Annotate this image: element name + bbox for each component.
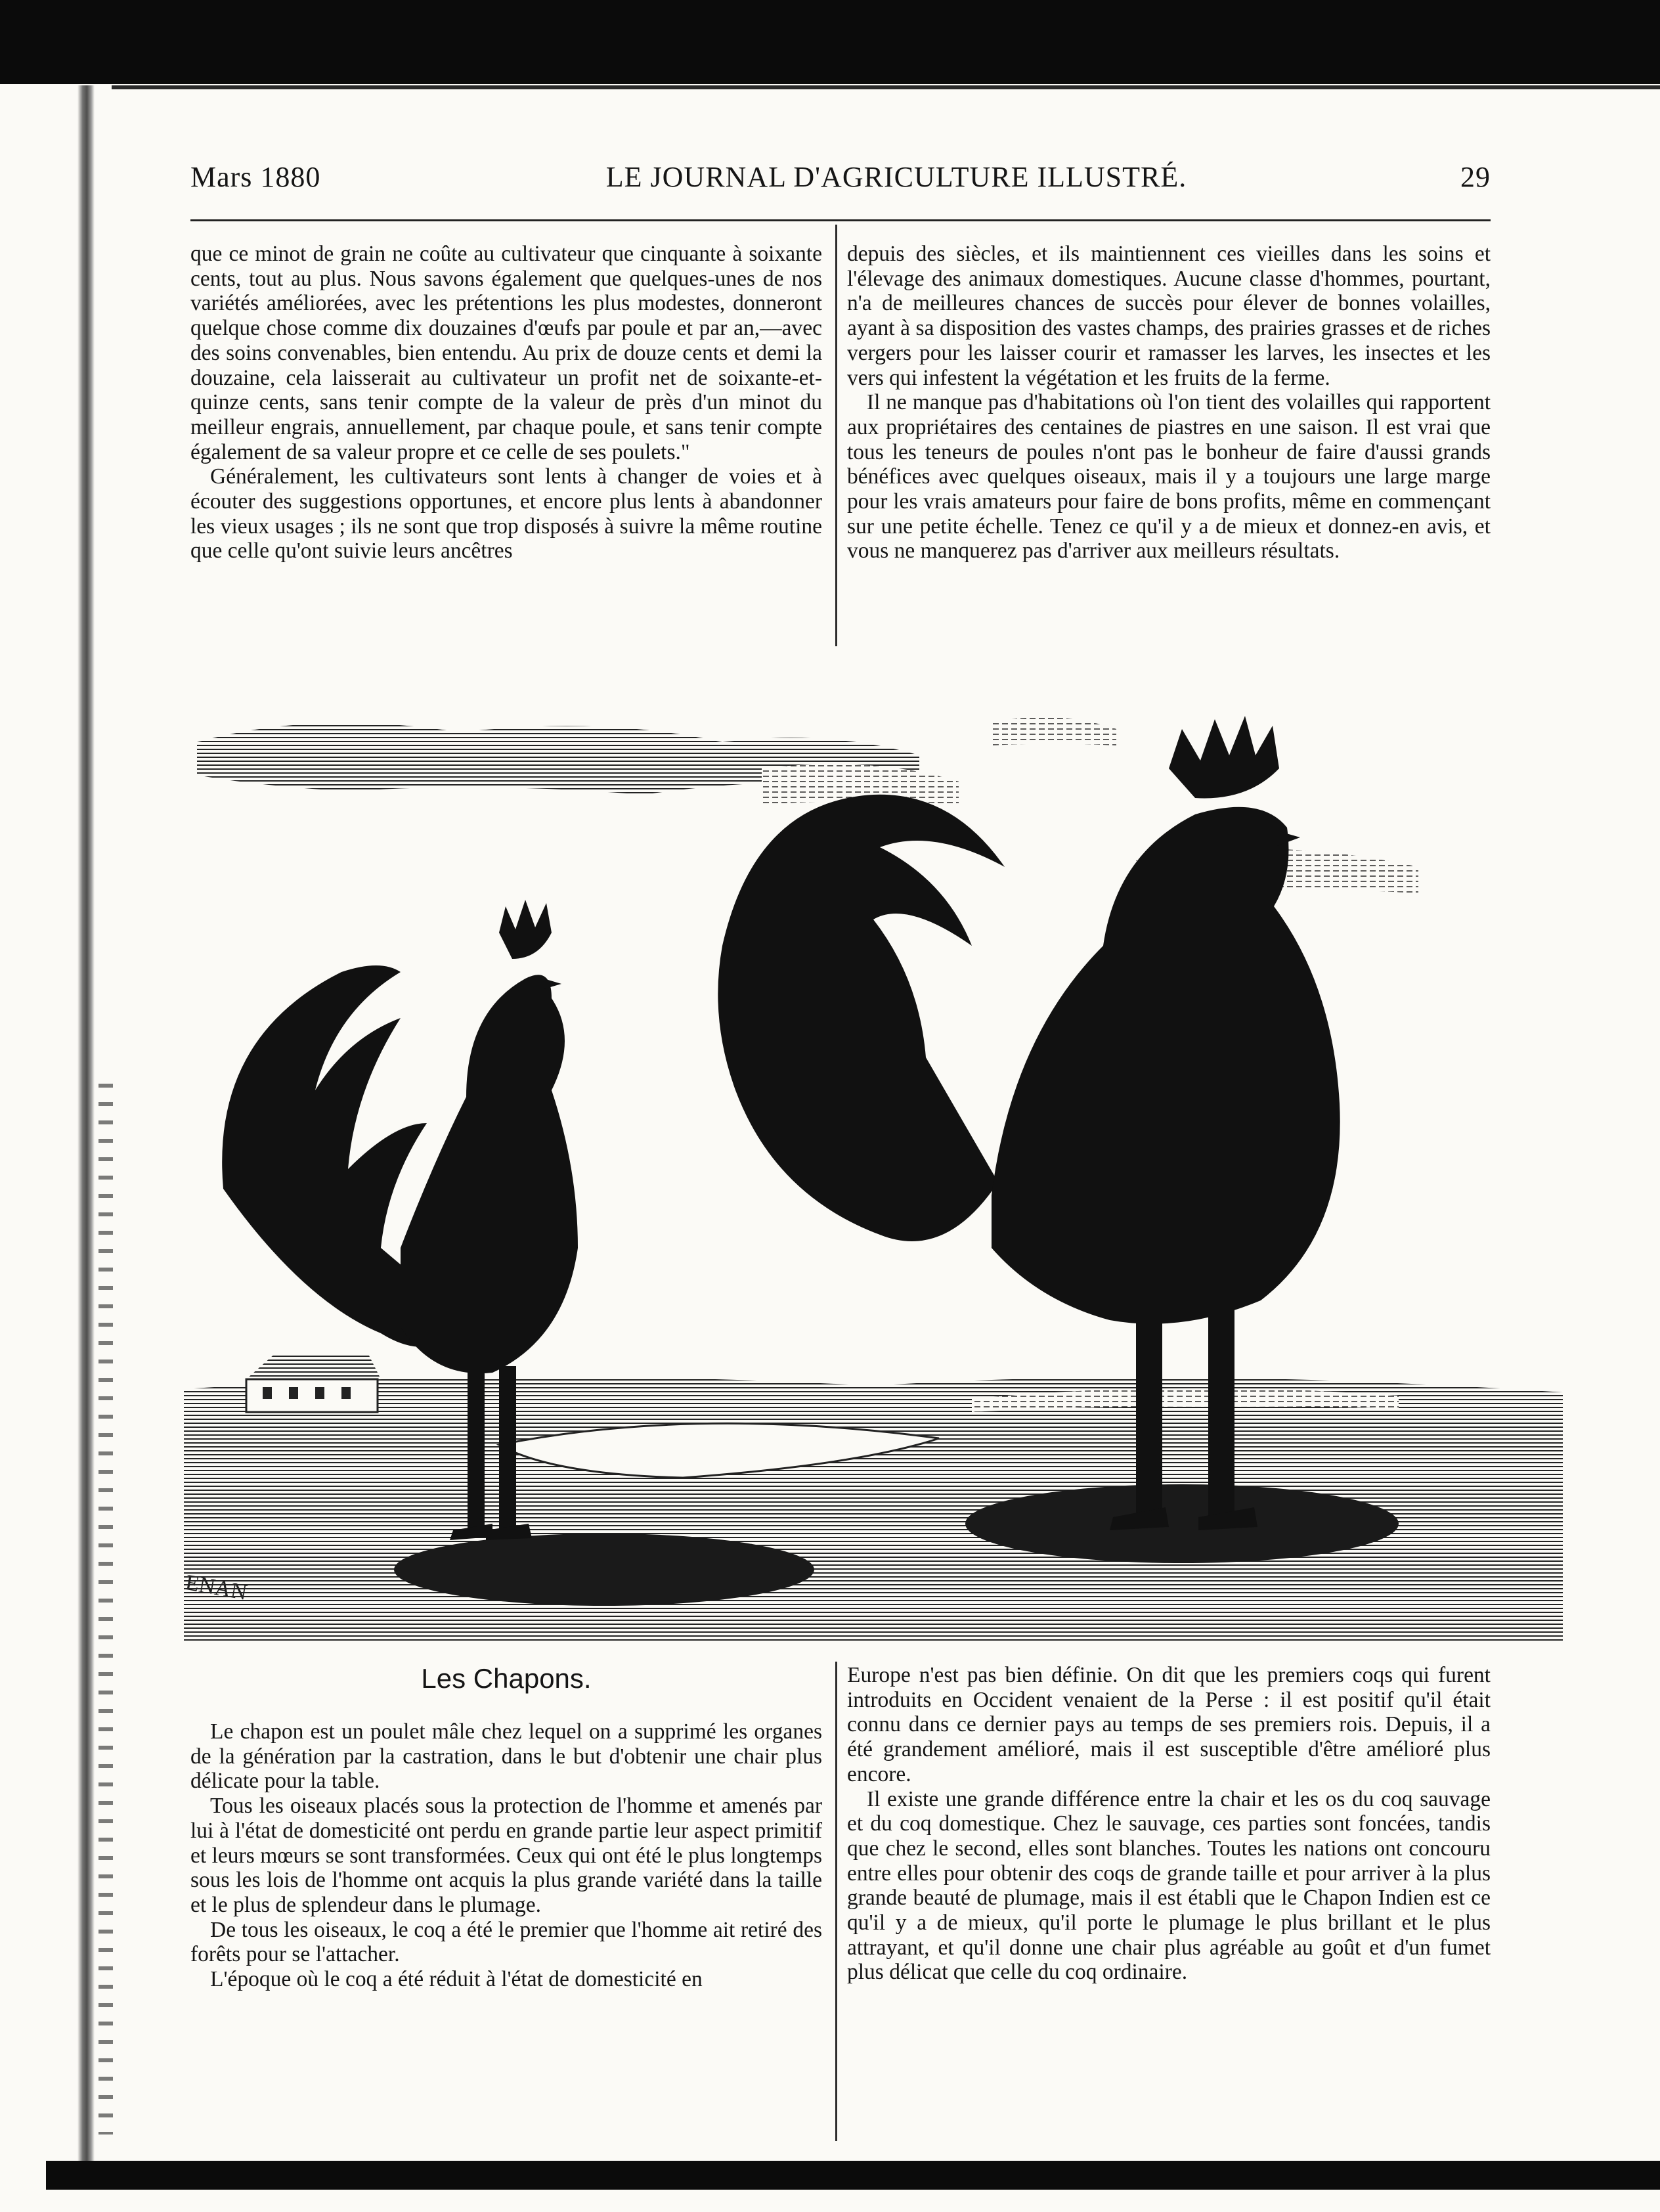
page-header [190, 160, 1491, 206]
column-divider [835, 225, 837, 646]
paragraph: L'époque où le coq a été réduit à l'état de domesticité en [210, 1967, 703, 1992]
scan-border-left [77, 85, 95, 2174]
paragraph: que ce minot de grain ne coûte au cultivateur que cinquante à soixante cents, tout au plus. Nous savons également que quelques-unes de nos variétés améliorées, avec les prétentions les plus modestes, donneront quelque chose comme dix douzaines d'œufs par poule et par an,—avec des soins convenables, bien entendu. Au prix de douze cents et demi la douzaine, cela laisserait au cultivateur un profit net de soixante-et-quinze cents, sans tenir compte de la valeur de près d'un minot du meilleur engrais, annuellement, par chaque poule, et sans tenir compte également de sa valeur propre et ce celle de ses poulets." [190, 242, 822, 464]
roosters-engraving [184, 670, 1563, 1655]
top-left-column [190, 242, 822, 644]
engraving-svg [184, 670, 1563, 1655]
journal-title: LE JOURNAL D'AGRICULTURE ILLUSTRÉ. [605, 161, 1187, 193]
page-number: 29 [1460, 161, 1491, 193]
scan-border-left-specks [98, 1084, 113, 2135]
scan-border-top [0, 0, 1660, 84]
paragraph: Europe n'est pas bien définie. On dit que les premiers coqs qui furent introduits en Occident venaient de la Perse : il est positif qu'il était connu dans ce dernier pays au temps de ses premiers rois. Depuis, il a été grandement amélioré, mais il est susceptible d'être amélioré plus encore. [847, 1663, 1491, 1786]
paragraph: Il existe une grande différence entre la chair et les os du coq sauvage et du coq domestique. Chez le sauvage, ces parties sont foncées, tandis que chez le second, elles sont blanches. Toutes les nations ont concouru entre elles pour obtenir des coqs de grande taille et pour arriver à la plus grande beauté de plumage, mais il est établi que le Chapon Indien est ce qu'il y a de mieux, qu'il porte le plumage le plus brillant et le plus attrayant, et qu'il donne une chair plus agréable au goût et d'un fumet plus délicat que celle du coq ordinaire. [847, 1786, 1491, 1985]
paragraph: De tous les oiseaux, le coq a été le premier que l'homme ait retiré des forêts pour se l'attacher. [190, 1917, 822, 1967]
top-right-column [847, 242, 1491, 644]
paragraph: Il ne manque pas d'habitations où l'on tient des volailles qui rapportent aux propriétaires des centaines de piastres en une saison. Il est vrai que tous les teneurs de poules n'ont pas le bonheur de faire d'aussi grands bénéfices avec quelques oiseaux, mais il y a toujours une large marge pour les vrais amateurs pour faire de bons profits, même en commençant sur une petite échelle. Tenez ce qu'il y a de mieux et donnez-en avis, et vous ne manquerez pas d'arriver aux meilleurs résultats. [847, 390, 1491, 564]
column-divider [835, 1662, 837, 2141]
engraver-signature: ENAN [184, 1570, 249, 1605]
landscape [184, 1377, 1563, 1642]
scan-border-bottom [46, 2161, 1660, 2190]
bottom-left-column [190, 1719, 822, 2127]
section-title: Les Chapons. [421, 1663, 592, 1694]
paragraph: Tous les oiseaux placés sous la protection de l'homme et amenés par lui à l'état de domesticité ont perdu en grande partie leur aspect primitif et leurs mœurs se sont transformées. Ceux qui ont été le plus longtemps sous les lois de l'homme ont acquis la plus grande variété dans la taille et le plus de splendeur dans le plumage. [190, 1794, 822, 1917]
scan-border-top-line [112, 85, 1660, 89]
paragraph: depuis des siècles, et ils maintiennent ces vieilles dans les soins et l'élevage des animaux domestiques. Aucune classe d'hommes, pourtant, n'a de meilleures chances de succès pour élever de bonnes volailles, ayant à sa disposition des vastes champs, des prairies grasses et de riches vergers pour les laisser courir et ramasser les larves, les insectes et les vers qui infestent la végétation et les fruits de la ferme. [847, 242, 1491, 390]
paragraph: Généralement, les cultivateurs sont lents à changer de voies et à écouter des suggestions opportunes, et encore plus lents à abandonner les vieux usages ; ils ne sont que trop disposés à suivre la même routine que celle qu'ont suivie leurs ancêtres [190, 464, 822, 564]
bottom-right-column [847, 1663, 1491, 2136]
farmhouse [246, 1353, 381, 1412]
header-rule [190, 219, 1491, 221]
paragraph: Le chapon est un poulet mâle chez lequel on a supprimé les organes de la génération par la castration, dans le but d'obtenir une chair plus délicate pour la table. [190, 1719, 822, 1794]
issue-date: Mars 1880 [190, 161, 321, 193]
